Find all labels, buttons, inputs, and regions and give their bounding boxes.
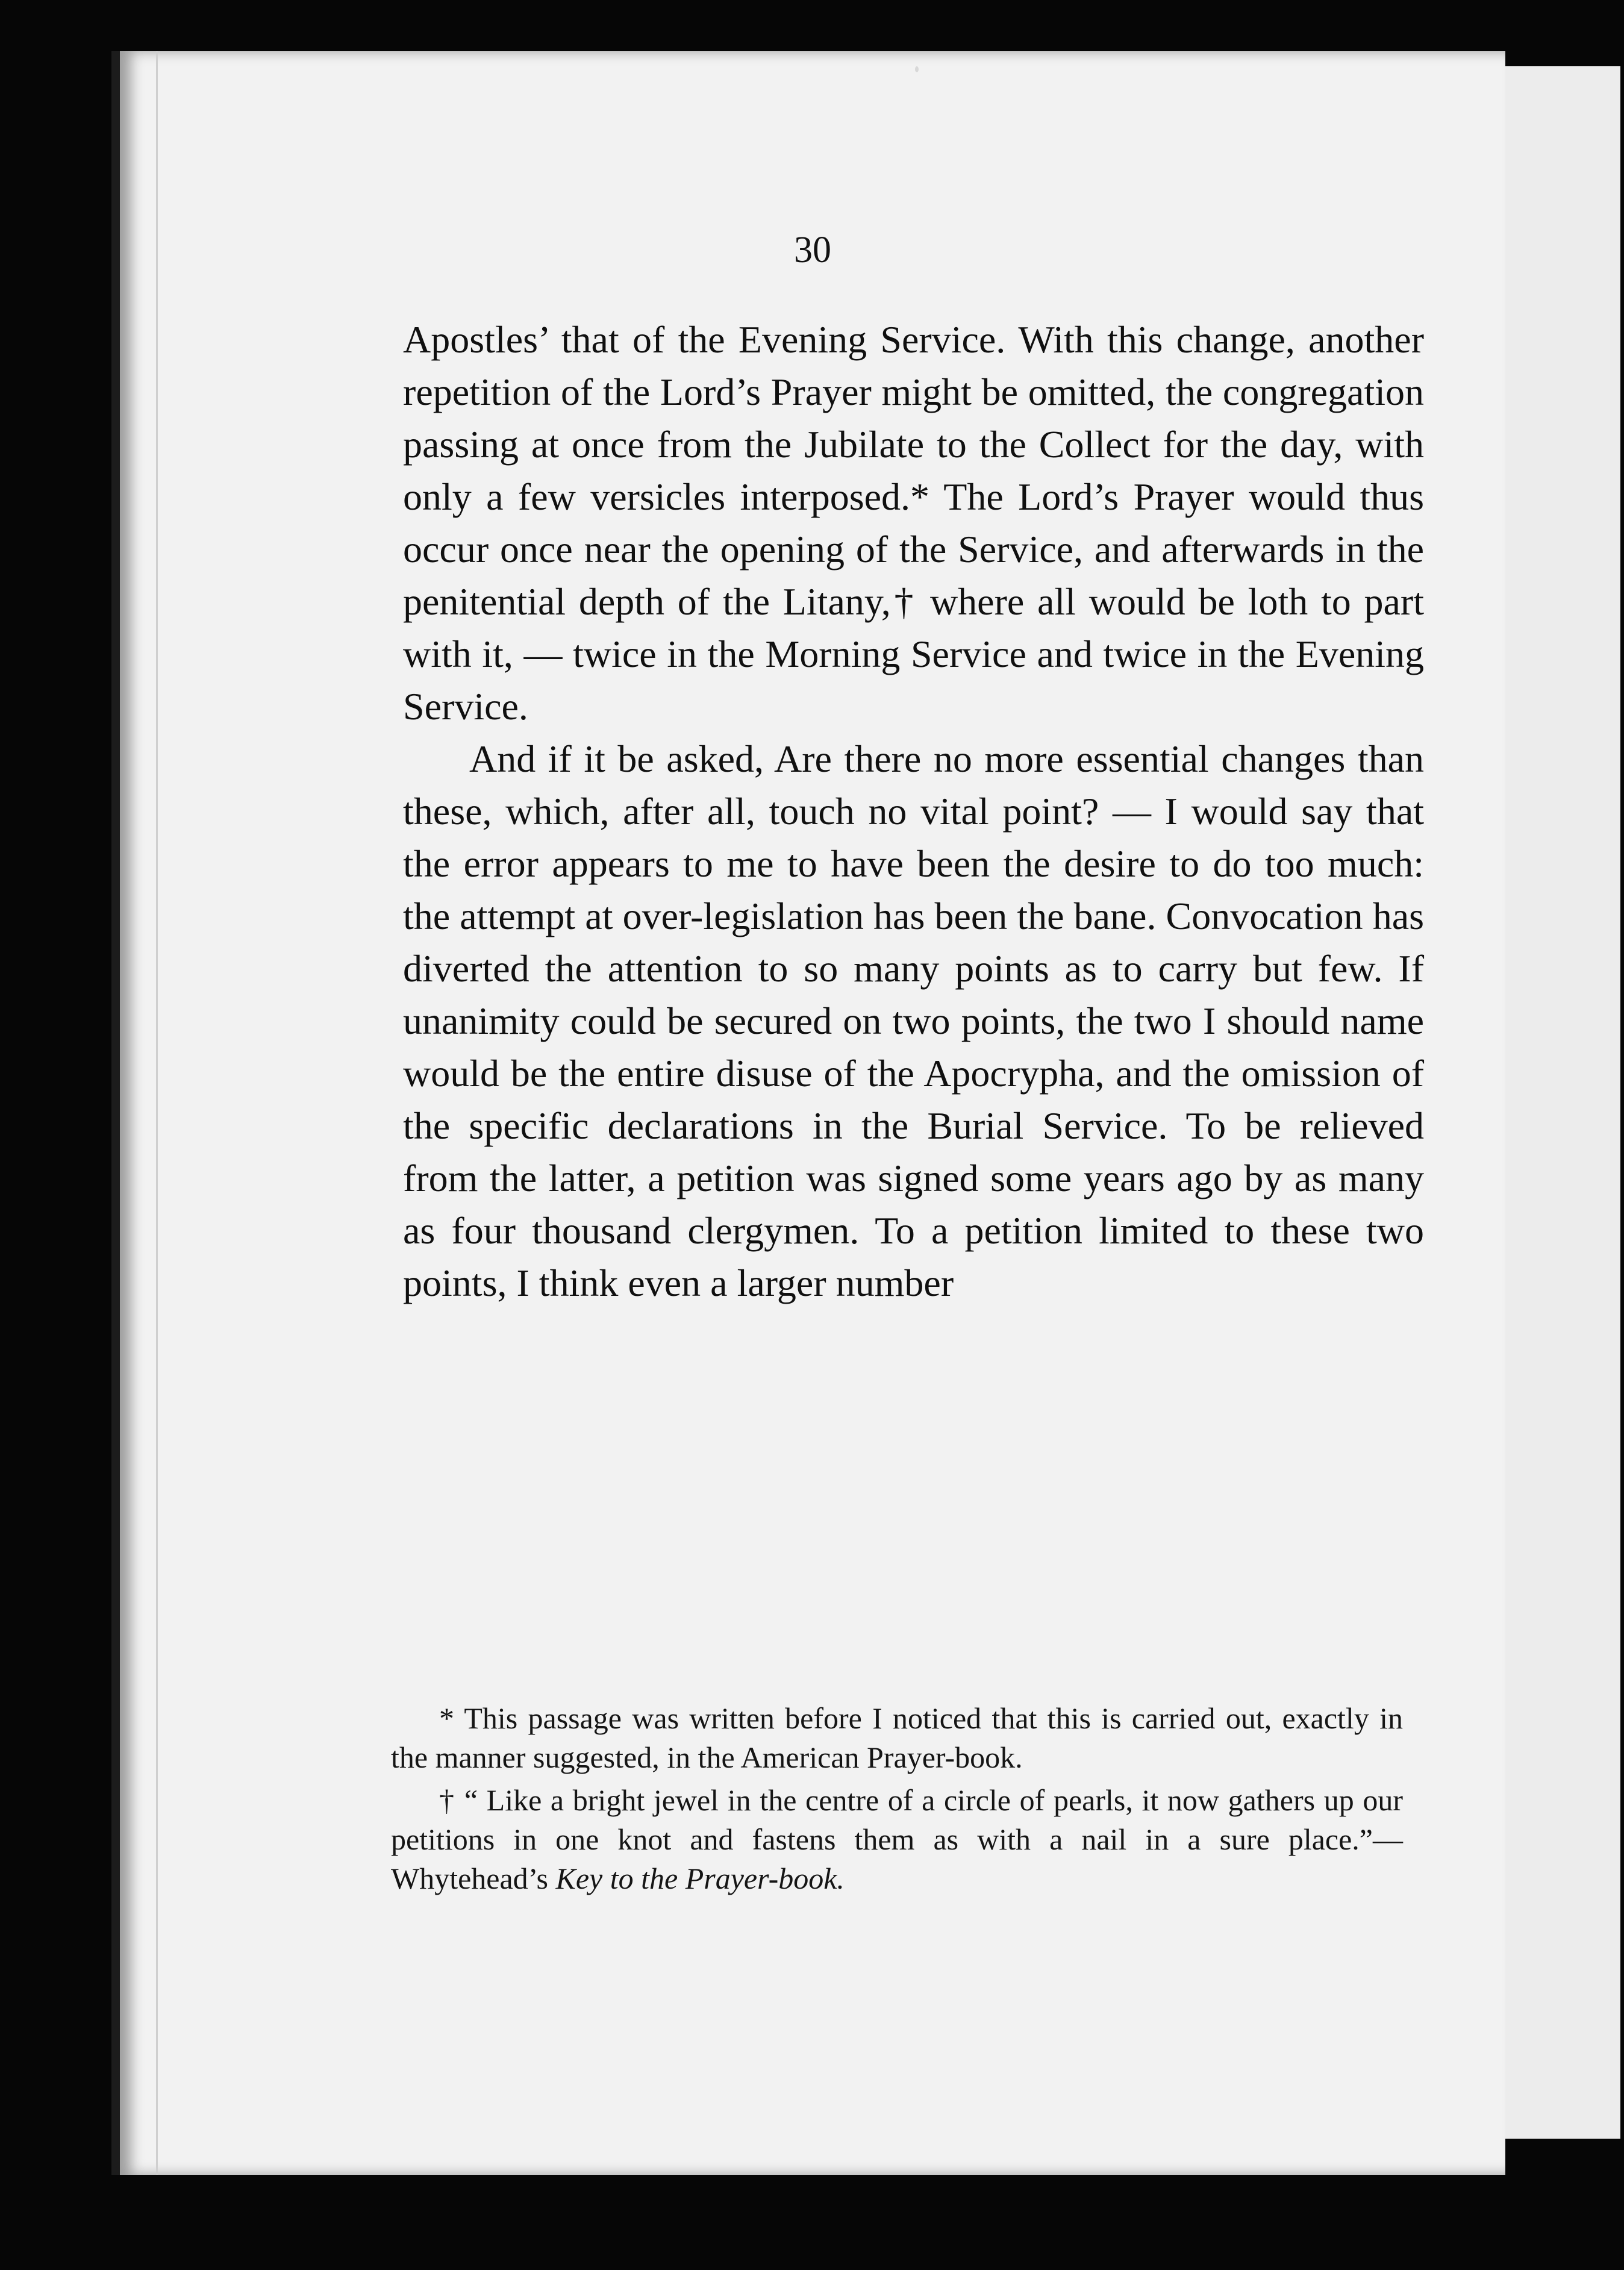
footnote-1-mark: *	[439, 1701, 454, 1735]
paragraph-2: And if it be asked, Are there no more essential changes than these, which, after all, touch no vital point? — I would say that the error appears to me to have been the desire to do too much: the attempt at over-legislation has been the bane. Convocation has diverted the attention to so many points as to carry but few. If unanimity could be secured on two points, the two I should name would be the entire disuse of the Apocrypha, and the omission of the specific declarations in the Burial Service. To be relieved from the latter, a petition was signed some years ago by as many as four thousand clergymen. To a petition limited to these two points, I think even a larger number	[403, 737, 1424, 1304]
footnotes	[391, 1699, 1403, 1902]
footnote-2-text: “ Like a bright jewel in the centre of a circle of pearls, it now gathers up our petitions in one knot and fastens them as with a nail in a sure place.”—Whytehead’s	[391, 1783, 1404, 1895]
book-page	[111, 51, 1505, 2175]
paper-speck	[915, 66, 919, 72]
next-page-edge	[1488, 66, 1620, 2139]
paragraph-1: Apostles’ that of the Evening Service. With this change, another repetition of the Lord’s Prayer might be omitted, the congregation passing at once from the Jubilate to the Collect for the day, with only a few versicles interposed.* The Lord’s Prayer would thus occur once near the opening of the Service, and afterwards in the penitential depth of the Litany,† where all would be loth to part with it, — twice in the Morning Service and twice in the Evening Service.	[403, 318, 1424, 728]
footnote-1-text: This passage was written before I noticed that this is carried out, exactly in the manner suggested, in the American Prayer-book.	[391, 1701, 1403, 1774]
body-text	[403, 313, 1424, 1309]
footnote-2	[391, 1781, 1403, 1898]
footnote-1	[391, 1699, 1403, 1777]
page-number: 30	[794, 230, 831, 270]
footnote-2-source-title: Key to the Prayer-book.	[555, 1862, 845, 1895]
footnote-2-mark: †	[439, 1783, 456, 1817]
